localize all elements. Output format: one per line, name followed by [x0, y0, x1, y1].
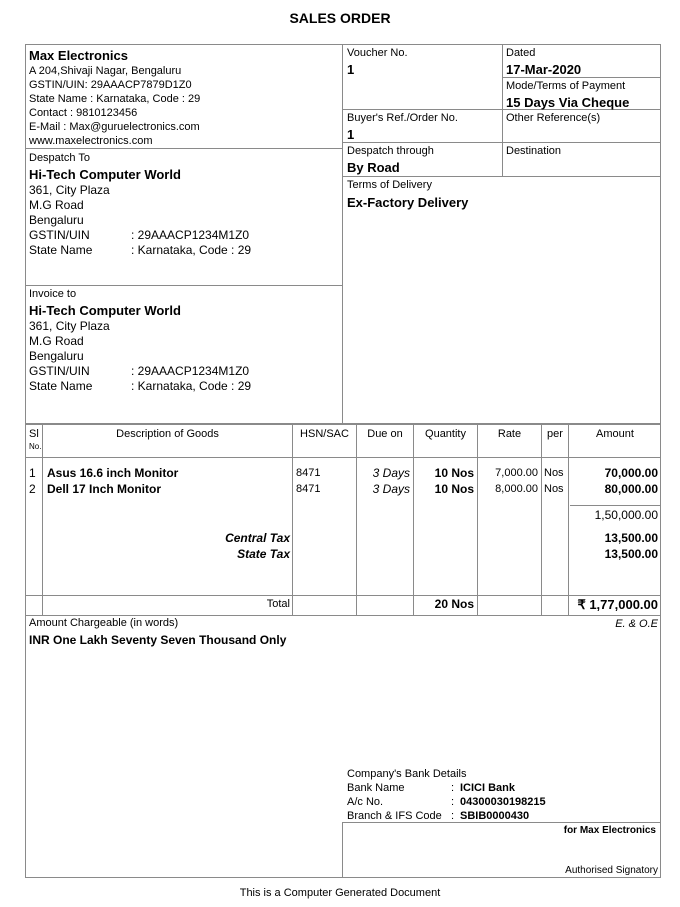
eoe-note: E. & O.E [615, 618, 658, 630]
seller-block [29, 48, 339, 148]
seller-contact: Contact : 9810123456 [29, 107, 138, 119]
central-tax-label: Central Tax [225, 531, 290, 545]
amount-in-words-value: INR One Lakh Seventy Seven Thousand Only [29, 633, 287, 647]
total-quantity: 20 Nos [434, 597, 474, 611]
row-1-due-on: 3 Days [372, 466, 410, 480]
seller-website: www.maxelectronics.com [29, 135, 153, 147]
total-label: Total [266, 598, 290, 610]
row-1-quantity: 10 Nos [434, 466, 474, 480]
despatch-to-block [29, 151, 339, 258]
row-1-rate: 7,000.00 [495, 467, 538, 479]
mode-of-payment-label: Mode/Terms of Payment [506, 80, 626, 92]
row-2-amount: 80,000.00 [604, 482, 658, 496]
column-header-due-on: Due on [367, 428, 403, 440]
bank-details-heading: Company's Bank Details [347, 768, 467, 780]
state-tax-label: State Tax [237, 547, 290, 561]
invoice-to-address-line: 361, City Plaza [29, 319, 110, 333]
document-title: SALES ORDER [289, 10, 391, 26]
invoice-to-block [29, 287, 339, 394]
column-header-sl: Sl [29, 428, 39, 440]
bank-name-value: ICICI Bank [460, 782, 516, 794]
despatch-to-label: Despatch To [29, 152, 90, 164]
branch-ifs-value: SBIB0000430 [460, 810, 530, 822]
row-2-sl: 2 [29, 482, 36, 496]
branch-ifs-colon: : [451, 810, 455, 822]
column-header-rate: Rate [497, 428, 522, 440]
central-tax-amount: 13,500.00 [604, 531, 658, 545]
despatch-to-address-line: Bengaluru [29, 213, 84, 227]
for-company-label: for Max Electronics [563, 825, 656, 836]
invoice-to-address-line: M.G Road [29, 334, 84, 348]
column-header-no: No. [29, 442, 42, 451]
column-header-per: per [547, 428, 563, 440]
mode-of-payment-value: 15 Days Via Cheque [506, 95, 630, 110]
subtotal-amount: 1,50,000.00 [594, 508, 658, 522]
amount-in-words-label: Amount Chargeable (in words) [29, 617, 179, 629]
row-2-quantity: 10 Nos [434, 482, 474, 496]
invoice-to-name: Hi-Tech Computer World [29, 303, 181, 318]
row-2-rate: 8,000.00 [495, 483, 538, 495]
terms-of-delivery-value: Ex-Factory Delivery [347, 195, 469, 210]
despatch-to-state-label: State Name [29, 243, 93, 257]
state-tax-amount: 13,500.00 [604, 547, 658, 561]
row-1-per: Nos [544, 467, 564, 479]
seller-state: State Name : Karnataka, Code : 29 [29, 93, 201, 105]
despatch-to-address-line: M.G Road [29, 198, 84, 212]
column-header-amount: Amount [596, 428, 634, 440]
row-2-per: Nos [544, 483, 564, 495]
account-number-value: 04300030198215 [460, 796, 546, 808]
buyer-ref-label: Buyer's Ref./Order No. [347, 112, 458, 124]
voucher-value: 1 [347, 62, 355, 77]
footer-note: This is a Computer Generated Document [239, 887, 441, 899]
row-1-sl: 1 [29, 466, 36, 480]
invoice-to-state-label: State Name [29, 379, 93, 393]
despatch-to-name: Hi-Tech Computer World [29, 167, 181, 182]
column-header-quantity: Quantity [425, 428, 466, 440]
branch-ifs-label: Branch & IFS Code [347, 810, 442, 822]
despatch-through-value: By Road [347, 160, 400, 175]
column-header-description: Description of Goods [116, 428, 219, 440]
terms-of-delivery-label: Terms of Delivery [347, 179, 432, 191]
seller-email: E-Mail : Max@guruelectronics.com [29, 121, 200, 133]
invoice-to-state-value: : Karnataka, Code : 29 [131, 379, 252, 393]
column-header-hsn: HSN/SAC [300, 428, 349, 440]
row-2-due-on: 3 Days [372, 482, 410, 496]
row-2-hsn: 8471 [296, 483, 321, 495]
voucher-label: Voucher No. [347, 47, 408, 59]
dated-value: 17-Mar-2020 [506, 62, 582, 77]
bank-name-colon: : [451, 782, 455, 794]
despatch-to-gstin-label: GSTIN/UIN [29, 228, 90, 242]
seller-address: A 204,Shivaji Nagar, Bengaluru [29, 65, 182, 77]
row-1-amount: 70,000.00 [604, 466, 658, 480]
account-number-colon: : [451, 796, 455, 808]
invoice-to-gstin-label: GSTIN/UIN [29, 364, 90, 378]
total-amount: ₹ 1,77,000.00 [577, 597, 658, 612]
despatch-to-gstin-value: : 29AAACP1234M1Z0 [131, 228, 250, 242]
account-number-label: A/c No. [347, 796, 384, 808]
authorised-signatory-label: Authorised Signatory [565, 865, 658, 876]
seller-gstin: GSTIN/UIN: 29AAACP7879D1Z0 [29, 79, 192, 91]
dated-label: Dated [506, 47, 536, 59]
despatch-through-label: Despatch through [347, 145, 434, 157]
buyer-ref-value: 1 [347, 127, 355, 142]
invoice-to-label: Invoice to [29, 288, 77, 300]
invoice-to-address-line: Bengaluru [29, 349, 84, 363]
other-reference-label: Other Reference(s) [506, 112, 601, 124]
invoice-to-gstin-value: : 29AAACP1234M1Z0 [131, 364, 250, 378]
row-1-description: Asus 16.6 inch Monitor [47, 466, 179, 480]
row-2-description: Dell 17 Inch Monitor [47, 482, 162, 496]
row-1-hsn: 8471 [296, 467, 321, 479]
bank-name-label: Bank Name [347, 782, 405, 794]
despatch-to-address-line: 361, City Plaza [29, 183, 110, 197]
seller-name: Max Electronics [29, 48, 128, 63]
despatch-to-state-value: : Karnataka, Code : 29 [131, 243, 252, 257]
destination-label: Destination [506, 145, 562, 157]
